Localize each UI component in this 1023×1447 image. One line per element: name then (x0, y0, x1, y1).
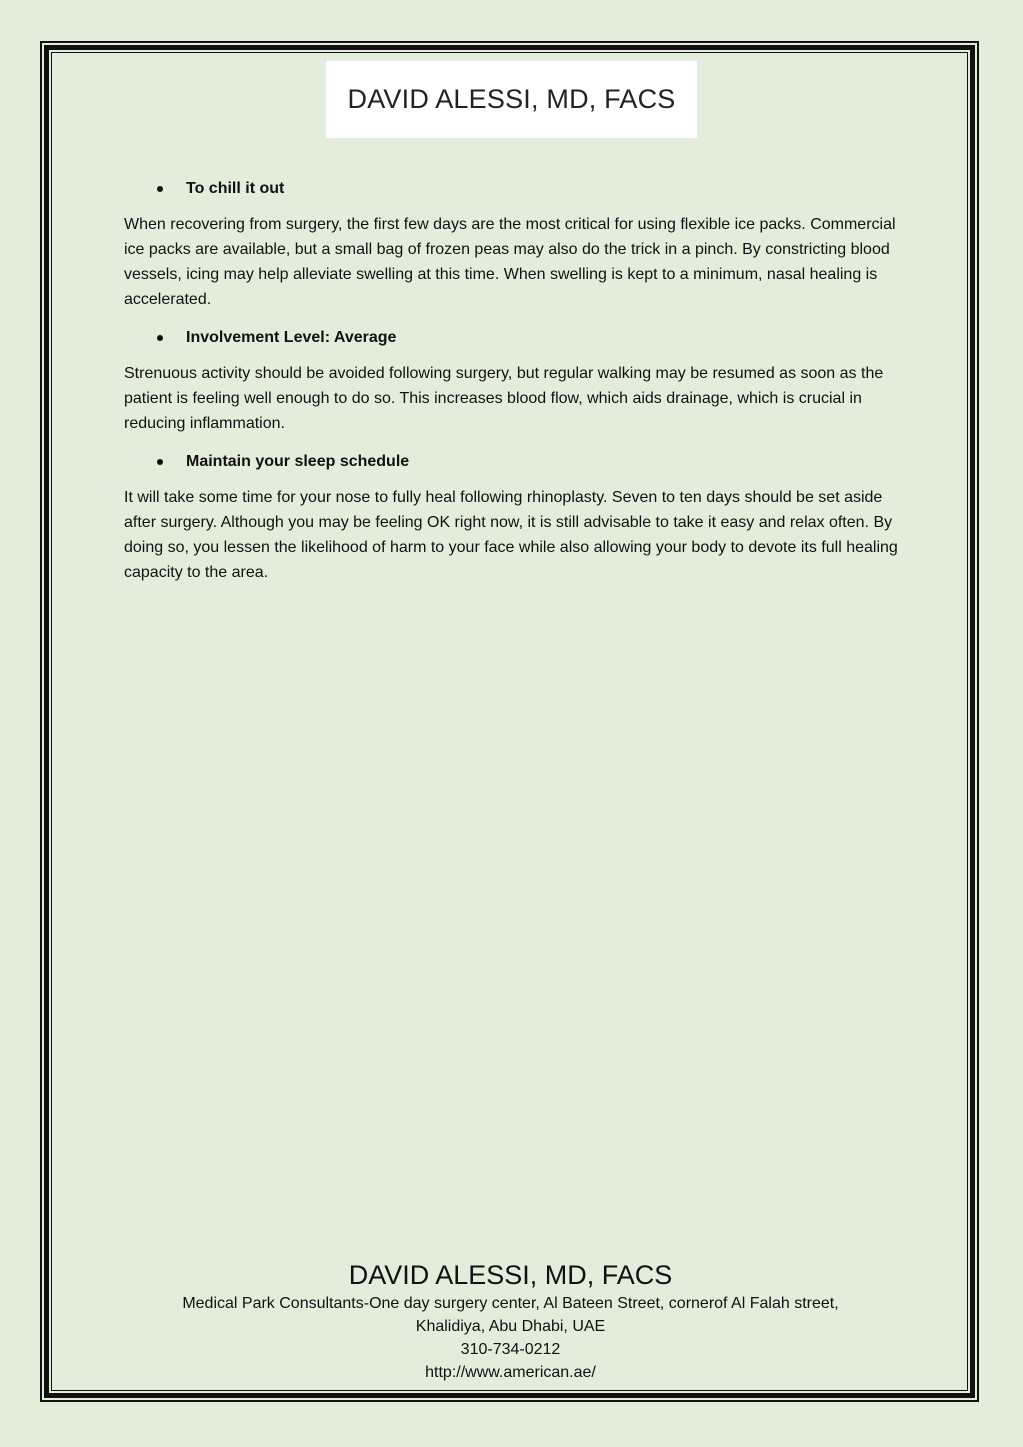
footer-name: DAVID ALESSI, MD, FACS (348, 1260, 673, 1290)
footer-phone: 310-734-0212 (460, 1341, 561, 1358)
header-logo-box (326, 61, 697, 138)
header-title: DAVID ALESSI, MD, FACS (347, 84, 676, 114)
footer (52, 1258, 969, 1384)
section-body-chill: When recovering from surgery, the first few days are the most critical for using flexible ice packs. Commercial ice packs are available, but a small bag of frozen peas may also do the trick in a pinch. By constricting blood vessels, icing may help alleviate swelling at this time. When swelling is kept to a minimum, nasal healing is accelerated. (124, 216, 896, 308)
article-content (124, 176, 904, 598)
section-heading-sleep: Maintain your sleep schedule (124, 449, 904, 475)
footer-address-line2: Khalidiya, Abu Dhabi, UAE (415, 1318, 606, 1335)
section-heading-involvement: Involvement Level: Average (124, 325, 904, 351)
section-body-involvement: Strenuous activity should be avoided following surgery, but regular walking may be resumed as soon as the patient is feeling well enough to do so. This increases blood flow, which aids drainage, which is crucial in reducing inflammation. (124, 365, 884, 432)
footer-address-line1: Medical Park Consultants-One day surgery center, Al Bateen Street, cornerof Al Falah street, (182, 1295, 839, 1312)
section-body-sleep: It will take some time for your nose to fully heal following rhinoplasty. Seven to ten days should be set aside after surgery. Although you may be feeling OK right now, it is still advisable to take it easy and relax often. By doing so, you lessen the likelihood of harm to your face while also allowing your body to devote its full healing capacity to the area. (124, 489, 898, 581)
footer-website[interactable]: http://www.american.ae/ (425, 1364, 596, 1381)
section-heading-chill: To chill it out (124, 176, 904, 202)
